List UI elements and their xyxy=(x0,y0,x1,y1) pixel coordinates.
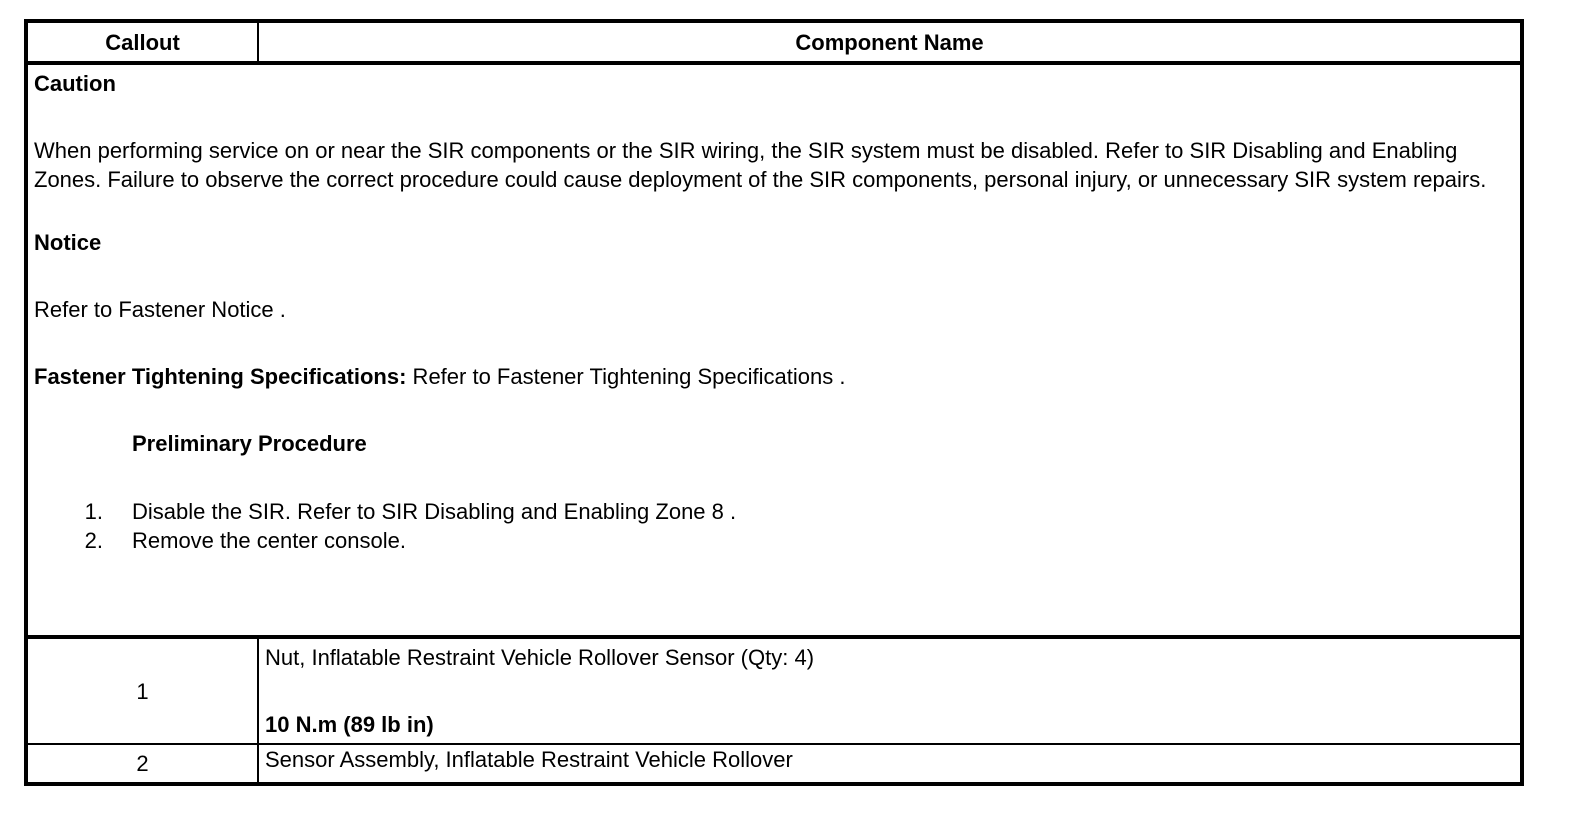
procedure-steps xyxy=(34,497,1520,555)
callout-cell: 1 xyxy=(26,637,258,744)
fastener-spec-text: Refer to Fastener Tightening Specifications . xyxy=(406,364,846,389)
preliminary-procedure-heading: Preliminary Procedure xyxy=(132,431,367,456)
notes-cell xyxy=(26,63,1522,637)
component-name: Nut, Inflatable Restraint Vehicle Rollover Sensor (Qty: 4) xyxy=(265,645,815,670)
caution-text: When performing service on or near the SIR components or the SIR wiring, the SIR system must be disabled. Refer to SIR Disabling and Enabling Zones. Failure to observe the correct procedure could cause deployment of the SIR components, personal injury, or unnecessary SIR system repairs. xyxy=(34,138,1487,192)
table-row xyxy=(26,637,1522,744)
torque-spec: 10 N.m (89 lb in) xyxy=(265,712,434,737)
step-number: 2. xyxy=(84,528,103,553)
caution-heading: Caution xyxy=(34,71,116,96)
list-item xyxy=(34,526,1520,555)
component-name-header: Component Name xyxy=(258,21,1522,63)
fastener-spec-line xyxy=(34,362,1520,391)
component-name-cell xyxy=(258,637,1522,744)
table-row xyxy=(26,744,1522,784)
callout-header: Callout xyxy=(26,21,258,63)
component-name-cell: Sensor Assembly, Inflatable Restraint Vehicle Rollover xyxy=(258,744,1522,784)
step-text: Disable the SIR. Refer to SIR Disabling and Enabling Zone 8 . xyxy=(132,499,737,524)
fastener-spec-label: Fastener Tightening Specifications: xyxy=(34,364,407,389)
component-table xyxy=(24,19,1524,786)
list-item xyxy=(34,497,1520,526)
notes-row xyxy=(26,63,1522,637)
step-text: Remove the center console. xyxy=(132,528,406,553)
step-number: 1. xyxy=(84,499,103,524)
notice-text: Refer to Fastener Notice . xyxy=(34,297,286,322)
notice-heading: Notice xyxy=(34,230,102,255)
table-header-row xyxy=(26,21,1522,63)
callout-cell: 2 xyxy=(26,744,258,784)
